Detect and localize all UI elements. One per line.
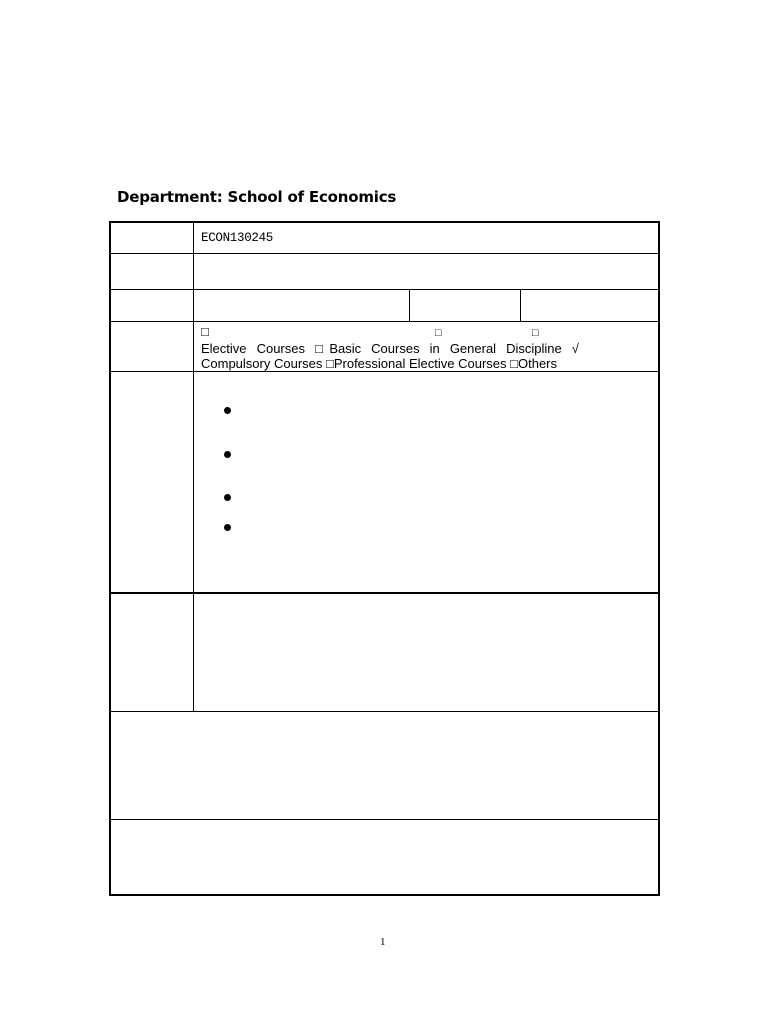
category-word: General <box>449 341 497 356</box>
category-word: Discipline <box>506 341 562 356</box>
column-divider <box>409 290 410 321</box>
checkbox-icon: □ <box>435 327 442 339</box>
bullet-icon <box>224 451 231 458</box>
category-word: Courses <box>256 341 305 356</box>
column-divider <box>520 290 521 321</box>
category-word: □Basic <box>315 341 362 356</box>
category-word: √ <box>571 341 579 356</box>
category-word: Elective <box>201 341 247 356</box>
course-info-table <box>109 221 660 896</box>
course-category-line-1 <box>201 341 579 356</box>
bullet-icon <box>224 407 231 414</box>
label-column-divider <box>193 223 194 712</box>
bullet-icon <box>224 494 231 501</box>
page-number: 1 <box>380 936 386 948</box>
course-category-line-2: Compulsory Courses □Professional Elective Courses □Others <box>201 356 558 371</box>
checkbox-icon: □ <box>532 327 539 339</box>
row-divider <box>111 819 658 820</box>
bullet-icon <box>224 524 231 531</box>
course-code-value: ECON130245 <box>201 231 274 245</box>
category-word: Courses <box>371 341 420 356</box>
category-word: in <box>429 341 440 356</box>
checkbox-icon: □ <box>201 324 209 339</box>
department-heading: Department: School of Economics <box>117 188 397 206</box>
